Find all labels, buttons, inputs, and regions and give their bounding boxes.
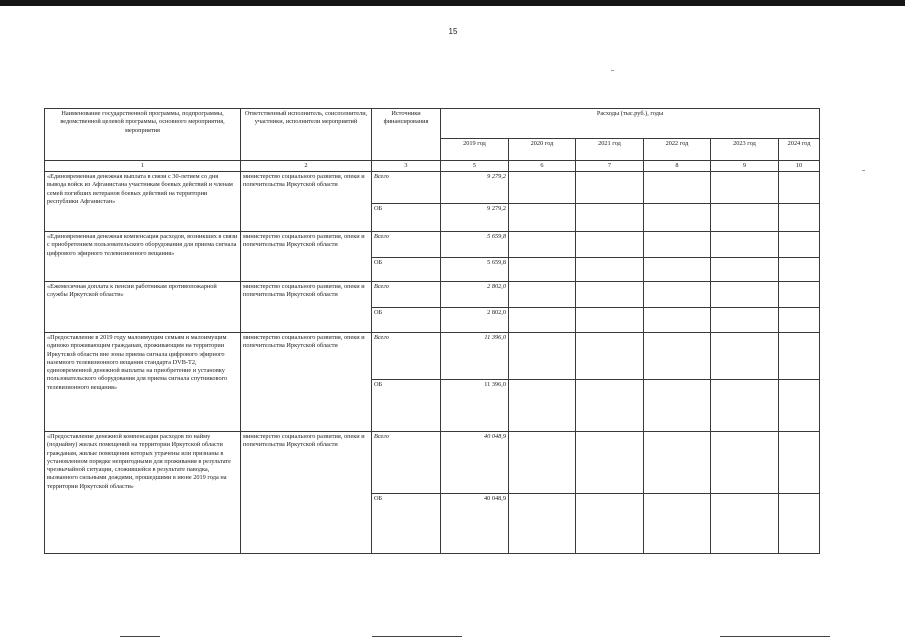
amount-cell (711, 204, 779, 232)
amount-cell (576, 333, 644, 380)
measure-executor: министерство социального развития, опеки и попечительства Иркутской области (241, 232, 372, 282)
scan-bottom-mark (372, 636, 462, 637)
amount-cell (711, 432, 779, 494)
header-source: Источники финансирования (372, 109, 441, 161)
amount-cell (509, 432, 576, 494)
amount-cell (576, 308, 644, 333)
header-expenses: Расходы (тыс.руб.), годы (441, 109, 820, 139)
amount-cell (779, 282, 820, 308)
column-numbers-row (45, 161, 820, 172)
header-executor: Ответственный исполнитель, соисполнители, участники, исполнители мероприятий (241, 109, 372, 161)
amount-cell (509, 258, 576, 282)
table-row (45, 432, 820, 494)
amount-ob-2019: 40 048,9 (441, 494, 509, 554)
amount-total-2019: 5 659,8 (441, 232, 509, 258)
amount-total-2019: 40 048,9 (441, 432, 509, 494)
header-year-2022: 2022 год (644, 139, 711, 161)
amount-cell (576, 204, 644, 232)
amount-cell (711, 172, 779, 204)
table-row (45, 172, 820, 204)
amount-cell (509, 308, 576, 333)
header-year-2020: 2020 год (509, 139, 576, 161)
source-total-label: Всего (372, 333, 441, 380)
amount-cell (509, 172, 576, 204)
amount-cell (779, 380, 820, 432)
amount-cell (576, 232, 644, 258)
amount-cell (576, 282, 644, 308)
amount-cell (644, 432, 711, 494)
amount-cell (644, 380, 711, 432)
amount-cell (711, 258, 779, 282)
amount-cell (576, 380, 644, 432)
amount-ob-2019: 2 802,0 (441, 308, 509, 333)
amount-cell (779, 333, 820, 380)
source-ob-label: ОБ (372, 258, 441, 282)
source-total-label: Всего (372, 172, 441, 204)
amount-cell (779, 308, 820, 333)
header-name: Наименование государственной программы, подпрограммы, ведомственной целевой программы, основного мероприятия, мероприятия (45, 109, 241, 161)
source-total-label: Всего (372, 232, 441, 258)
amount-cell (644, 232, 711, 258)
amount-cell (644, 308, 711, 333)
column-number: 3 (372, 161, 441, 172)
amount-cell (644, 494, 711, 554)
amount-ob-2019: 9 279,2 (441, 204, 509, 232)
amount-cell (779, 172, 820, 204)
amount-cell (576, 494, 644, 554)
amount-cell (509, 380, 576, 432)
amount-cell (644, 204, 711, 232)
header-year-2021: 2021 год (576, 139, 644, 161)
amount-cell (779, 494, 820, 554)
amount-cell (576, 432, 644, 494)
amount-total-2019: 11 396,0 (441, 333, 509, 380)
column-number: 7 (576, 161, 644, 172)
amount-cell (711, 308, 779, 333)
amount-cell (644, 282, 711, 308)
header-year-2019: 2019 год (441, 139, 509, 161)
column-number: 5 (441, 161, 509, 172)
scan-speck (862, 170, 865, 171)
amount-cell (644, 258, 711, 282)
measure-name: «Предоставление в 2019 году малоимущим семьям и малоимущим одиноко проживающим гражданам, проживающим на территории Иркутской области вне зоны приема сигнала цифрового эфирного наземного телевизионного вещания стандарта DVB-T2, единовременной денежной выплаты на приобретение и установку пользовательского оборудования для приема сигнала спутникового телевизионного вещания» (45, 333, 241, 432)
header-year-2024: 2024 год (779, 139, 820, 161)
amount-cell (779, 258, 820, 282)
table-row (45, 333, 820, 380)
amount-cell (509, 232, 576, 258)
measure-executor: министерство социального развития, опеки и попечительства Иркутской области (241, 172, 372, 232)
amount-cell (509, 333, 576, 380)
table-row (45, 232, 820, 258)
column-number: 2 (241, 161, 372, 172)
column-number: 1 (45, 161, 241, 172)
source-ob-label: ОБ (372, 494, 441, 554)
amount-cell (711, 380, 779, 432)
page-number: 15 (448, 27, 458, 36)
source-ob-label: ОБ (372, 380, 441, 432)
measure-executor: министерство социального развития, опеки и попечительства Иркутской области (241, 432, 372, 554)
measure-executor: министерство социального развития, опеки и попечительства Иркутской области (241, 282, 372, 333)
measure-name: «Ежемесячная доплата к пенсии работникам противопожарной службы Иркутской области» (45, 282, 241, 333)
measure-name: «Единовременная денежная выплата в связи с 30-летием со дня вывода войск из Афганистана участникам боевых действий и членам семей погибших ветеранов боевых действий на территории республики Афганистан» (45, 172, 241, 232)
scan-bottom-mark (720, 636, 830, 637)
amount-ob-2019: 5 659,8 (441, 258, 509, 282)
amount-cell (779, 232, 820, 258)
amount-cell (711, 494, 779, 554)
amount-cell (711, 282, 779, 308)
amount-cell (711, 333, 779, 380)
scan-top-border (0, 0, 905, 6)
column-number: 10 (779, 161, 820, 172)
column-number: 8 (644, 161, 711, 172)
amount-cell (779, 432, 820, 494)
header-year-2023: 2023 год (711, 139, 779, 161)
amount-cell (644, 172, 711, 204)
amount-cell (509, 494, 576, 554)
measure-executor: министерство социального развития, опеки и попечительства Иркутской области (241, 333, 372, 432)
amount-cell (644, 333, 711, 380)
budget-table (44, 108, 820, 554)
column-number: 9 (711, 161, 779, 172)
amount-cell (576, 258, 644, 282)
amount-cell (509, 204, 576, 232)
measure-name: «Единовременная денежная компенсация расходов, возникших в связи с приобретением пользовательского оборудования для приема сигнала цифрового эфирного телевизионного вещания» (45, 232, 241, 282)
scan-bottom-mark (120, 636, 160, 637)
amount-total-2019: 9 279,2 (441, 172, 509, 204)
source-total-label: Всего (372, 432, 441, 494)
table-row (45, 282, 820, 308)
amount-total-2019: 2 802,0 (441, 282, 509, 308)
amount-cell (576, 172, 644, 204)
source-total-label: Всего (372, 282, 441, 308)
column-number: 6 (509, 161, 576, 172)
amount-cell (509, 282, 576, 308)
amount-cell (711, 232, 779, 258)
amount-ob-2019: 11 396,0 (441, 380, 509, 432)
measure-name: «Предоставление денежной компенсации расходов по найму (поднайму) жилых помещений на территории Иркутской области гражданам, жилые помещения которых утрачены или признаны в установленном порядке непригодными для проживания в результате чрезвычайной ситуации, сложившейся в результате паводка, вызванного сильными дождями, прошедшими в июне 2019 года на территории Иркутской области» (45, 432, 241, 554)
source-ob-label: ОБ (372, 204, 441, 232)
source-ob-label: ОБ (372, 308, 441, 333)
amount-cell (779, 204, 820, 232)
scan-speck (611, 70, 614, 71)
